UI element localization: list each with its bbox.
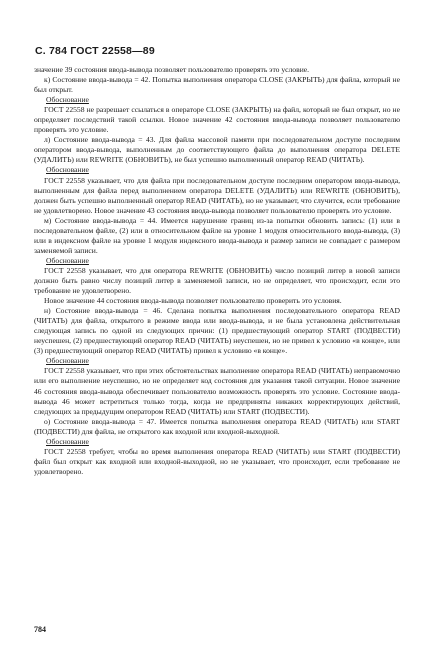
body-paragraph: ГОСТ 22558 указывает, что для оператора REWRITE (ОБНОВИТЬ) число позиций литер в новой записи должно быть равно числу позиций литер в заменяемой записи, но не определяет, что происходит, если это требование не удовлетворено. — [34, 265, 400, 296]
body-paragraph: Новое значение 44 состояния ввода-вывода позволяет пользователю проверить это условия. — [44, 296, 342, 306]
body-paragraph: значение 39 состояния ввода-вывода позволяет пользователю проверять это условие. — [34, 65, 310, 74]
section-heading: Обоснование — [46, 436, 89, 446]
body-paragraph: ГОСТ 22558 требует, чтобы во время выполнения оператора READ (ЧИТАТЬ) или START (ПОДВЕСТИ) файл был открыт как входной или входной-выходной, но не указывает, что происходит, если требование не удовлетворено. — [34, 446, 400, 476]
body-paragraph: ГОСТ 22558 указывает, что при этих обстоятельствах выполнение оператора READ (ЧИТАТЬ) неправомочно или его выполнение неуспешно, но не определяет код состояния для указания такой ситуации. Новое значение 46 состояния ввода-вывода обеспечивает пользователю возможность проверять это условие. Состояние ввода-вывода 46 может встретиться только тогда, когда не предприняты никаких корректирующих действий, следующих за предыдущим оператором READ (ЧИТАТЬ) или START (ПОДВЕСТИ). — [34, 366, 400, 416]
body-paragraph: м) Состояние ввода-вывода = 44. Имеется нарушение границ из-за попытки обновить запись: (1) или в последовательном файле, (2) или в относительном файле на уровне 1 модуля относительного ввода-вывода, (3) или в индексном файле на уровне 1 модуля индексного ввода-вывода и размер записи не совпадает с размером заменяемой записи. — [34, 215, 400, 255]
body-paragraph: ГОСТ 22558 указывает, что для файла при последовательном доступе последним оператором ввода-вывода, выполненным для файла перед выполнением оператора DELETE (УДАЛИТЬ) или REWRITE (ОБНОВИТЬ), должен быть успешно выполненный оператор READ (ЧИТАТЬ), но не указывает, что случится, если требование не удовлетворено. Новое значение 43 состояния ввода-вывода позволяет пользователю проверять это условие. — [34, 175, 400, 215]
page-number: 784 — [34, 625, 46, 634]
page-header: С. 784 ГОСТ 22558—89 — [35, 45, 155, 57]
body-paragraph: л) Состояние ввода-вывода = 43. Для файла массовой памяти при последовательном доступе последним оператором ввода-вывода, выполненным до соответствующего файла до выполнения оператора DELETE (УДАЛИТЬ) или REWRITE (ОБНОВИТЬ), не был успешно выполненный оператор READ (ЧИТАТЬ). — [34, 135, 400, 165]
body-paragraph: к) Состояние ввода-вывода = 42. Попытка выполнения оператора CLOSE (ЗАКРЫТЬ) для файла, который не был открыт. — [34, 75, 400, 95]
section-heading: Обоснование — [46, 255, 89, 265]
section-heading: Обоснование — [46, 95, 89, 105]
section-heading: Обоснование — [46, 356, 89, 366]
body-paragraph: о) Состояние ввода-вывода = 47. Имеется попытка выполнения оператора READ (ЧИТАТЬ) или START (ПОДВЕСТИ) для файла, не открытого как входной или входной-выходной. — [34, 416, 400, 436]
document-body — [34, 65, 400, 477]
body-paragraph: н) Состояние ввода-вывода = 46. Сделана попытка выполнения последовательного оператора READ (ЧИТАТЬ) для файла, открытого в режиме ввода или ввода-вывода, и не была установлена действительная следующая запись по одной из следующих причин: (1) предшествующий оператор START (ПОДВЕСТИ) неуспешен, (2) предшествующий оператор READ (ЧИТАТЬ) неуспешен, но не привел к условию «в конце», или (3) предшествующий оператор READ (ЧИТАТЬ) привел к условию «в конце». — [34, 306, 400, 356]
section-heading: Обоснование — [46, 165, 89, 175]
body-paragraph: ГОСТ 22558 не разрешает ссылаться в операторе CLOSE (ЗАКРЫТЬ) на файл, который не был открыт, но не определяет последствий такой ссылки. Новое значение 42 состояния ввода-вывода позволяет пользователю проверять это условие. — [34, 105, 400, 135]
